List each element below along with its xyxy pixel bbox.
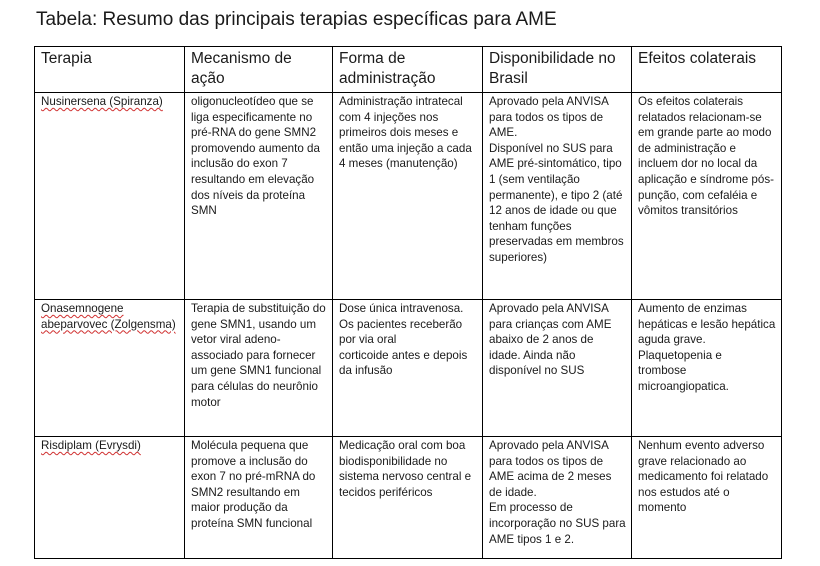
side-effects-line: Plaquetopenia e [638,348,722,362]
therapy-cell [35,93,185,300]
administration-cell [333,300,483,437]
table-title: Tabela: Resumo das principais terapias específicas para AME [36,9,557,30]
administration-cell [333,437,483,559]
column-header-administration: Forma de administração [333,47,483,93]
side-effects-cell [632,300,782,437]
side-effects-line: trombose microangiopatica. [638,364,729,393]
availability-line: Em processo de incorporação no SUS para AME tipos 1 e 2. [489,501,626,546]
availability-line: Aprovado pela ANVISA para todos os tipos de AME. [489,95,609,140]
administration-line: Medicação oral com boa biodisponibilidade no sistema nervoso central e [339,439,472,484]
mechanism-cell: oligonucleotídeo que se liga especificamente no pré-RNA do gene SMN2 promovendo aumento da inclusão do exon 7 resultando em elevação dos níveis da proteína SMN [185,93,333,300]
therapies-table [34,46,782,559]
table-header-row [35,47,782,93]
administration-cell: Administração intratecal com 4 injeções nos primeiros dois meses e então uma injeção a cada 4 meses (manutenção) [333,93,483,300]
therapy-name: Risdiplam (Evrysdi) [41,439,141,452]
availability-cell: Aprovado pela ANVISA para crianças com AME abaixo de 2 anos de idade. Ainda não disponível no SUS [483,300,632,437]
availability-line: Aprovado pela ANVISA para todos os tipos de AME acima de 2 meses de idade. [489,439,612,499]
therapy-name: Nusinersena (Spiranza) [41,95,163,108]
column-header-mechanism: Mecanismo de ação [185,47,333,93]
mechanism-cell: Terapia de substituição do gene SMN1, usando um vetor viral adeno-associado para fornecer um gene SMN1 funcional para células do neurônio motor [185,300,333,437]
side-effects-line: Aumento de enzimas hepáticas e lesão hepática aguda grave. [638,302,776,347]
mechanism-cell: Molécula pequena que promove a inclusão do exon 7 no pré-mRNA do SMN2 resultando em maior produção da proteína SMN funcional [185,437,333,559]
column-header-availability: Disponibilidade no Brasil [483,47,632,93]
availability-line: Disponível no SUS para AME pré-sintomático, tipo 1 (sem ventilação permanente), e tipo 2 (até 12 anos de idade ou que tenham funções preservadas em membros superiores) [489,141,624,264]
column-header-side-effects: Efeitos colaterais [632,47,782,93]
column-header-therapy: Terapia [35,47,185,93]
availability-cell [483,437,632,559]
table-row [35,300,782,437]
side-effects-cell: Nenhum evento adverso grave relacionado ao medicamento foi relatado nos estudos até o momento [632,437,782,559]
availability-cell [483,93,632,300]
administration-line: corticoide antes e depois da infusão [339,348,468,378]
therapy-cell [35,300,185,437]
administration-line: tecidos periféricos [339,485,433,499]
administration-line: Dose única intravenosa. Os pacientes receberão por via oral [339,302,464,347]
table-row [35,437,782,559]
side-effects-cell: Os efeitos colaterais relatados relacionam-se em grande parte ao modo de administração e incluem dor no local da aplicação e síndrome pós-punção, com cefaléia e vômitos transitórios [632,93,782,300]
therapy-name: Onasemnogene abeparvovec (Zolgensma) [41,302,176,331]
table-row [35,93,782,300]
therapy-cell [35,437,185,559]
